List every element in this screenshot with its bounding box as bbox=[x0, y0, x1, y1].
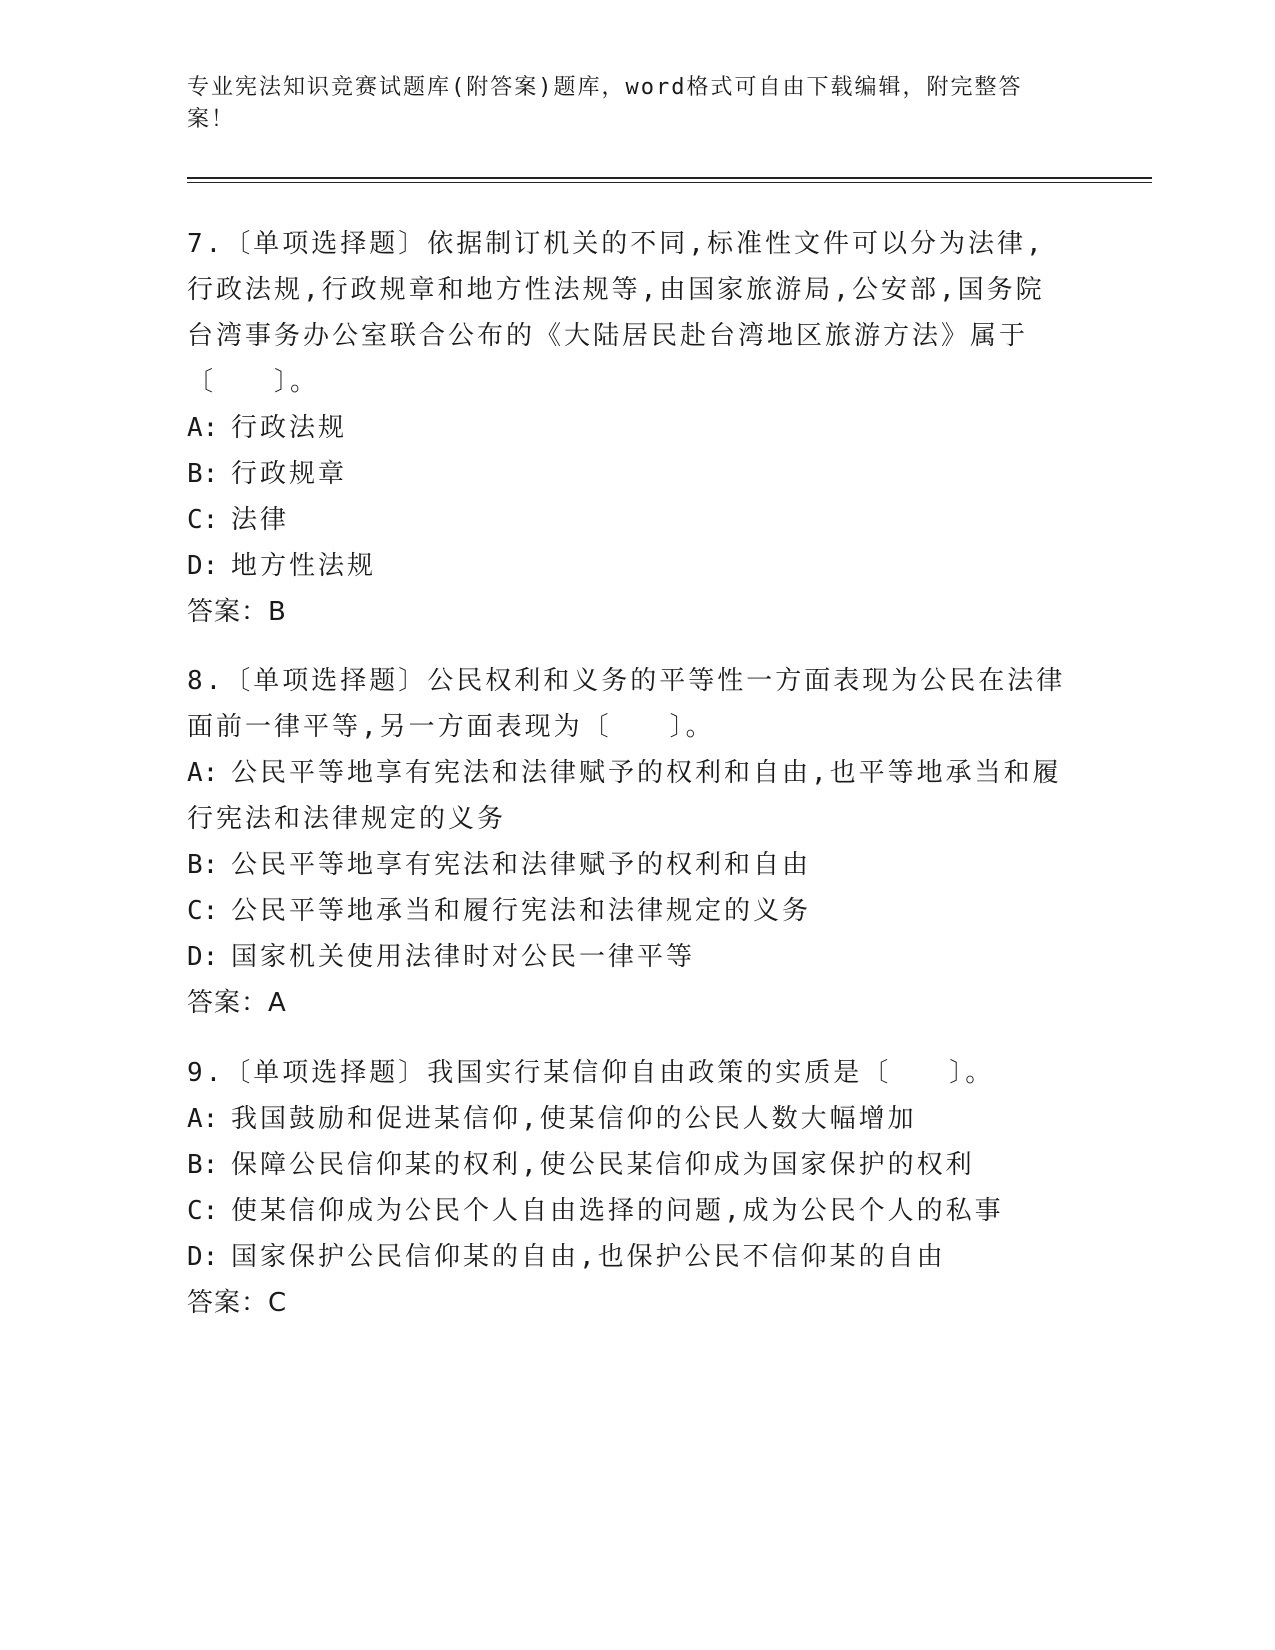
option-text: 公民平等地享有宪法和法律赋予的权利和自由,也平等地承当和履行宪法和法律规定的义务 bbox=[187, 758, 1062, 834]
option-text: 国家保护公民信仰某的自由,也保护公民不信仰某的自由 bbox=[231, 1242, 946, 1272]
option-text: 我国鼓励和促进某信仰,使某信仰的公民人数大幅增加 bbox=[231, 1104, 917, 1134]
option-letter: D: bbox=[187, 942, 219, 972]
option-text: 保障公民信仰某的权利,使公民某信仰成为国家保护的权利 bbox=[231, 1150, 975, 1180]
option-d bbox=[187, 1234, 1067, 1280]
option-d bbox=[187, 543, 1067, 589]
option-text: 使某信仰成为公民个人自由选择的问题,成为公民个人的私事 bbox=[231, 1196, 1004, 1226]
option-letter: B: bbox=[187, 850, 219, 880]
option-letter: C: bbox=[187, 896, 219, 926]
option-text: 地方性法规 bbox=[231, 551, 377, 581]
question-7 bbox=[187, 221, 1067, 635]
option-b bbox=[187, 842, 1067, 888]
question-stem: 9.〔单项选择题〕我国实行某信仰自由政策的实质是〔 〕。 bbox=[187, 1058, 995, 1088]
option-text: 公民平等地享有宪法和法律赋予的权利和自由 bbox=[231, 850, 812, 880]
option-a bbox=[187, 405, 1067, 451]
option-letter: A: bbox=[187, 758, 219, 788]
document-header: 专业宪法知识竞赛试题库(附答案)题库，word格式可自由下载编辑，附完整答案！ bbox=[187, 75, 1023, 132]
option-b bbox=[187, 1142, 1067, 1188]
question-9 bbox=[187, 1050, 1067, 1326]
option-letter: B: bbox=[187, 1150, 219, 1180]
header-rule-thick bbox=[187, 177, 1152, 179]
question-8 bbox=[187, 658, 1067, 1026]
option-d bbox=[187, 934, 1067, 980]
question-stem: 8.〔单项选择题〕公民权利和义务的平等性一方面表现为公民在法律面前一律平等,另一方面表现为〔 〕。 bbox=[187, 666, 1066, 742]
option-text: 法律 bbox=[231, 505, 290, 535]
option-c bbox=[187, 497, 1067, 543]
option-b bbox=[187, 451, 1067, 497]
option-letter: C: bbox=[187, 505, 219, 535]
option-letter: D: bbox=[187, 1242, 219, 1272]
option-letter: D: bbox=[187, 551, 219, 581]
answer-line: 答案：C bbox=[187, 1288, 288, 1318]
option-text: 公民平等地承当和履行宪法和法律规定的义务 bbox=[231, 896, 812, 926]
question-stem: 7.〔单项选择题〕依据制订机关的不同,标准性文件可以分为法律,行政法规,行政规章和地方性法规等,由国家旅游局,公安部,国务院台湾事务办公室联合公布的《大陆居民赴台湾地区旅游方法》属于〔 〕。 bbox=[187, 229, 1045, 397]
option-letter: A: bbox=[187, 413, 219, 443]
option-letter: B: bbox=[187, 459, 219, 489]
option-text: 行政规章 bbox=[231, 459, 348, 489]
option-text: 国家机关使用法律时对公民一律平等 bbox=[231, 942, 696, 972]
option-letter: A: bbox=[187, 1104, 219, 1134]
option-a bbox=[187, 1096, 1067, 1142]
answer-line: 答案：B bbox=[187, 597, 287, 627]
option-c bbox=[187, 1188, 1067, 1234]
option-c bbox=[187, 888, 1067, 934]
header-rule-thin bbox=[187, 182, 1152, 183]
option-text: 行政法规 bbox=[231, 413, 348, 443]
answer-line: 答案：A bbox=[187, 988, 287, 1018]
option-a bbox=[187, 750, 1067, 842]
option-letter: C: bbox=[187, 1196, 219, 1226]
